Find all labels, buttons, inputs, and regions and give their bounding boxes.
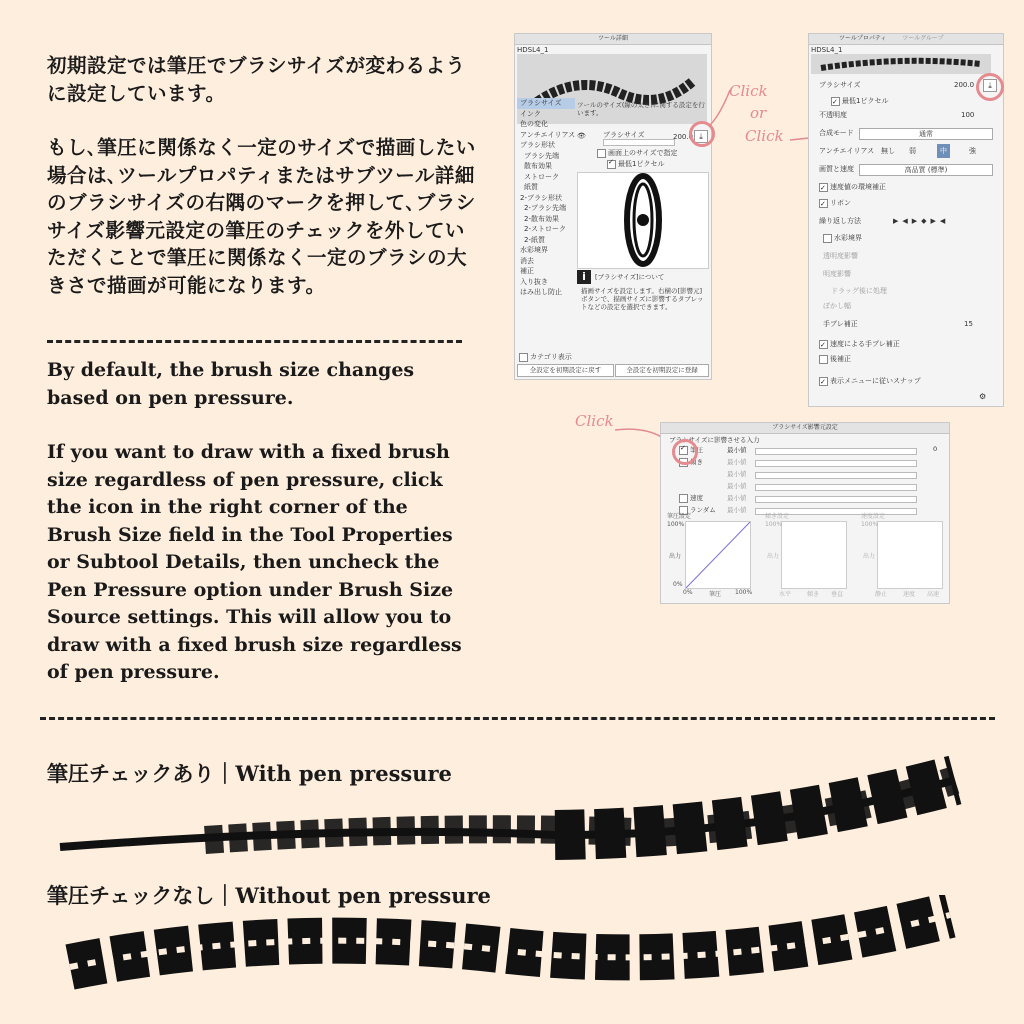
tab-tool-group[interactable]: ツールグループ xyxy=(902,35,944,42)
jp-paragraph-2: もし､筆圧に関係なく一定のサイズで描画したい場合は､ツールプロパティまたはサブツール詳細のブラシサイズの右隅のマークを押して､ブラシサイズ影響元設定の筆圧のチェックを外していただくことで筆圧に関係なく一定のブラシの大きさで描画が可能になります。 xyxy=(47,136,476,297)
click-note-1: Click xyxy=(729,82,768,100)
click-note-2: Click xyxy=(745,127,784,145)
brush-name: HDSL4_1 xyxy=(517,46,549,54)
watercolor-label: 水彩境界 xyxy=(834,234,862,242)
opacity-label: 不透明度 xyxy=(819,111,847,119)
category-item[interactable]: 散布効果 xyxy=(524,162,552,170)
lace-tip-image xyxy=(578,173,708,268)
with-pressure-stroke xyxy=(55,755,965,865)
brush-size-label: ブラシサイズ xyxy=(603,131,645,139)
min-pixel-row xyxy=(809,94,1003,108)
panel-description: ツールのサイズ(線の太さ)に関する設定を行います。 xyxy=(577,101,705,117)
category-item[interactable]: アンチエイリアス xyxy=(520,130,576,139)
quality-select[interactable]: 高品質 (標準) xyxy=(859,164,993,176)
min-value-slider[interactable] xyxy=(755,496,917,503)
screen-size-label: 画面上のサイズで指定 xyxy=(608,149,678,157)
en-paragraph-1: By default, the brush size changes based on pen pressure. xyxy=(47,359,415,409)
tilt-input-row xyxy=(665,457,943,469)
tool-property-panel xyxy=(808,33,1004,407)
stabilization-row xyxy=(809,317,1003,331)
env-correction-row xyxy=(809,180,1003,194)
min-value-label: 最小値 xyxy=(727,494,747,502)
speed-input-row xyxy=(665,493,943,505)
pressure-y-mid: 出力 xyxy=(669,553,682,560)
category-item[interactable]: ブラシサイズ xyxy=(517,98,575,109)
blend-row xyxy=(809,126,1003,140)
click-note-3: Click xyxy=(575,412,614,430)
category-item[interactable]: インク xyxy=(520,109,541,118)
brightness-row: 明度影響 xyxy=(823,270,851,278)
size-source-icon[interactable]: ⤓ xyxy=(983,79,997,92)
speed-y-top: 100% xyxy=(861,521,879,528)
highlight-ring-toolprop xyxy=(976,73,1004,101)
aa-weak-option[interactable]: 弱 xyxy=(909,147,916,155)
min-pixel-label: 最低1ピクセル xyxy=(618,160,665,168)
category-item[interactable]: 紙質 xyxy=(524,183,538,191)
tilt-graph xyxy=(781,521,847,589)
category-item[interactable]: ブラシ先端 xyxy=(524,151,559,160)
category-item[interactable]: 色の変化 xyxy=(520,120,548,128)
stabilization-label: 手ブレ補正 xyxy=(823,320,858,328)
empty-input-row xyxy=(665,469,943,481)
tilt-y-mid: 出力 xyxy=(767,553,780,560)
blend-label: 合成モード xyxy=(819,129,854,137)
category-item[interactable]: 消去 xyxy=(520,256,534,265)
min-value-label: 最小値 xyxy=(727,506,747,514)
brush-preview xyxy=(811,54,991,74)
with-pressure-title: 筆圧チェックあり｜With pen pressure xyxy=(47,761,452,786)
pressure-x-0: 0% xyxy=(683,589,693,596)
size-source-section-label: ブラシサイズに影響させる入力 xyxy=(669,436,760,444)
tab-tool-property[interactable]: ツールプロパティ xyxy=(839,35,887,42)
category-item[interactable]: 補正 xyxy=(520,267,534,275)
info-title: [ブラシサイズ]について xyxy=(595,273,665,281)
speed-stab-checkbox[interactable] xyxy=(819,340,828,349)
brush-size-label: ブラシサイズ xyxy=(819,81,861,89)
repeat-row xyxy=(809,214,1003,228)
blur-row: ぼかし幅 xyxy=(823,302,851,310)
category-item[interactable]: 水彩境界 xyxy=(520,246,548,254)
category-item[interactable]: 2-散布効果 xyxy=(524,214,559,223)
brush-size-slider[interactable] xyxy=(603,139,675,146)
min-value-slider[interactable] xyxy=(755,460,917,467)
min-value[interactable]: 0 xyxy=(933,445,938,453)
category-item[interactable]: 入り抜き xyxy=(520,277,548,286)
tilt-label: 傾き xyxy=(690,458,703,466)
min-pixel-option xyxy=(607,159,664,169)
category-item[interactable]: 2-ストローク xyxy=(524,225,566,233)
speed-stab-label: 速度による手ブレ補正 xyxy=(830,340,900,348)
info-text: 描画サイズを設定します。右横の[影響元]ボタンで、描画サイズに影響するタブレットなどの設定を選択できます。 xyxy=(581,287,704,311)
eye-icon[interactable]: 👁 xyxy=(577,132,586,140)
pressure-x-1: 筆圧 xyxy=(709,591,722,598)
brush-size-value[interactable]: 200.0 xyxy=(673,133,694,141)
tool-property-tabs xyxy=(809,34,1003,45)
opacity-row xyxy=(809,108,1003,122)
or-note: or xyxy=(750,104,767,122)
opacity-value[interactable]: 100 xyxy=(961,111,975,119)
min-pixel-checkbox[interactable] xyxy=(831,97,840,106)
quality-row xyxy=(809,162,1003,176)
pressure-graph-title: 筆圧設定 xyxy=(667,513,692,520)
brush-stroke-preview xyxy=(811,54,991,74)
speed-stab-row xyxy=(809,337,1003,351)
category-item[interactable]: ストローク xyxy=(524,172,559,181)
tilt-x-2: 垂直 xyxy=(831,591,844,598)
pressure-label: 筆圧 xyxy=(690,446,703,454)
pressure-x-2: 100% xyxy=(735,589,753,596)
separator-long xyxy=(40,717,995,720)
show-category-option xyxy=(519,352,572,362)
snap-checkbox[interactable] xyxy=(819,377,828,386)
post-correct-row xyxy=(809,352,1003,366)
brush-size-row xyxy=(809,78,1003,92)
info-icon: i xyxy=(577,270,591,284)
brush-tip-preview xyxy=(577,172,709,269)
screen-size-checkbox[interactable] xyxy=(597,149,606,158)
ribbon-checkbox[interactable] xyxy=(819,199,828,208)
subtool-detail-panel xyxy=(514,33,712,380)
snap-row xyxy=(809,374,1003,388)
size-source-input-list xyxy=(665,445,943,517)
tilt-x-0: 水平 xyxy=(779,591,792,598)
stabilization-value[interactable]: 15 xyxy=(964,320,973,328)
env-correction-checkbox[interactable] xyxy=(819,183,828,192)
speed-label: 速度 xyxy=(690,494,703,502)
min-value-label: 最小値 xyxy=(727,446,747,454)
english-instructions xyxy=(47,357,477,714)
show-category-checkbox[interactable] xyxy=(519,353,528,362)
repeat-label: 繰り返し方法 xyxy=(819,217,861,225)
pressure-curve xyxy=(686,522,750,588)
tilt-x-1: 傾き xyxy=(807,591,820,598)
reset-all-button[interactable]: 全設定を初期設定に戻す xyxy=(517,364,614,377)
category-item[interactable]: 2-紙質 xyxy=(524,235,545,244)
min-value-slider[interactable] xyxy=(755,448,917,455)
post-correct-label: 後補正 xyxy=(830,355,851,363)
min-value-label: 最小値 xyxy=(727,470,747,478)
ribbon-row xyxy=(809,196,1003,210)
aa-mid-option[interactable]: 中 xyxy=(937,144,950,158)
watercolor-row xyxy=(809,231,1003,245)
speed-checkbox[interactable] xyxy=(679,494,688,503)
random-label: ランダム xyxy=(690,506,716,514)
quality-label: 画質と速度 xyxy=(819,165,854,173)
size-source-panel xyxy=(660,422,950,604)
speed-x-1: 速度 xyxy=(903,591,916,598)
without-pressure-stroke xyxy=(60,895,965,1005)
brush-size-value[interactable]: 200.0 xyxy=(954,81,975,89)
aa-strong-option[interactable]: 強 xyxy=(969,147,976,155)
blend-select[interactable]: 通常 xyxy=(859,128,993,140)
settings-icon[interactable]: ⚙ xyxy=(979,392,987,401)
speed-x-0: 静止 xyxy=(875,591,888,598)
size-source-icon[interactable]: ⤓ xyxy=(694,130,708,143)
post-correct-checkbox[interactable] xyxy=(819,355,828,364)
speed-x-2: 高速 xyxy=(927,591,940,598)
antialias-row xyxy=(809,144,1003,158)
min-pixel-label: 最低1ピクセル xyxy=(842,97,889,105)
category-item[interactable]: 2-ブラシ先端 xyxy=(524,204,566,212)
repeat-mode-icons[interactable]: ▶◀▶◆▶◀ xyxy=(893,217,950,225)
screen-size-option xyxy=(597,148,677,158)
pressure-input-row xyxy=(665,445,943,457)
highlight-ring-pressure xyxy=(672,439,698,465)
env-correction-label: 速度値の環境補正 xyxy=(830,183,886,191)
transparency-row: 透明度影響 xyxy=(823,252,858,260)
min-value-slider[interactable] xyxy=(755,472,917,479)
random-input-row xyxy=(665,505,943,517)
speed-y-mid: 出力 xyxy=(863,553,876,560)
snap-label: 表示メニューに従いスナップ xyxy=(830,377,921,385)
show-category-label: カテゴリ表示 xyxy=(530,353,572,361)
tilt-y-top: 100% xyxy=(765,521,783,528)
min-value-label: 最小値 xyxy=(727,482,747,490)
info-box xyxy=(577,270,707,320)
antialias-label: アンチエイリアス xyxy=(819,147,875,155)
min-pixel-checkbox[interactable] xyxy=(607,160,616,169)
min-value-label: 最小値 xyxy=(727,458,747,466)
category-item[interactable]: ブラシ形状 xyxy=(520,141,555,149)
brush-name: HDSL4_1 xyxy=(811,46,843,54)
pressure-graph[interactable] xyxy=(685,521,751,589)
category-list xyxy=(517,98,575,298)
separator-short xyxy=(47,340,462,343)
brush-size-block xyxy=(577,130,707,170)
without-pressure-title: 筆圧チェックなし｜Without pen pressure xyxy=(47,883,491,908)
tilt-graph-title: 傾き設定 xyxy=(765,513,790,520)
pressure-y-top: 100% xyxy=(667,521,685,528)
category-item[interactable]: 2-ブラシ形状 xyxy=(520,193,562,202)
watercolor-checkbox[interactable] xyxy=(823,234,832,243)
register-all-button[interactable]: 全設定を初期設定に登録 xyxy=(615,364,709,377)
post-drag-row: ドラッグ後に処理 xyxy=(831,287,887,295)
min-value-slider[interactable] xyxy=(755,484,917,491)
jp-paragraph-1: 初期設定では筆圧でブラシサイズが変わるように設定しています。 xyxy=(47,54,466,105)
panel-header: ツール詳細 xyxy=(515,34,711,45)
japanese-instructions xyxy=(47,52,477,326)
ribbon-label: リボン xyxy=(830,199,851,207)
size-source-title: ブラシサイズ影響元設定 xyxy=(661,423,949,434)
speed-graph-title: 速度設定 xyxy=(861,513,886,520)
empty-input-row xyxy=(665,481,943,493)
speed-graph xyxy=(877,521,943,589)
aa-none-option[interactable]: 無し xyxy=(881,147,895,155)
category-item[interactable]: はみ出し防止 xyxy=(520,288,562,296)
pressure-y-bot: 0% xyxy=(673,581,683,588)
en-paragraph-2: If you want to draw with a fixed brush size regardless of pen pressure, click the icon in the right corner of the Brush Size field in the Tool Properties or Subtool Details, then uncheck the Pen Pressure option under Brush Size Source settings. This will allow you to draw with a fixed brush size regardless of pen pressure. xyxy=(47,441,462,683)
